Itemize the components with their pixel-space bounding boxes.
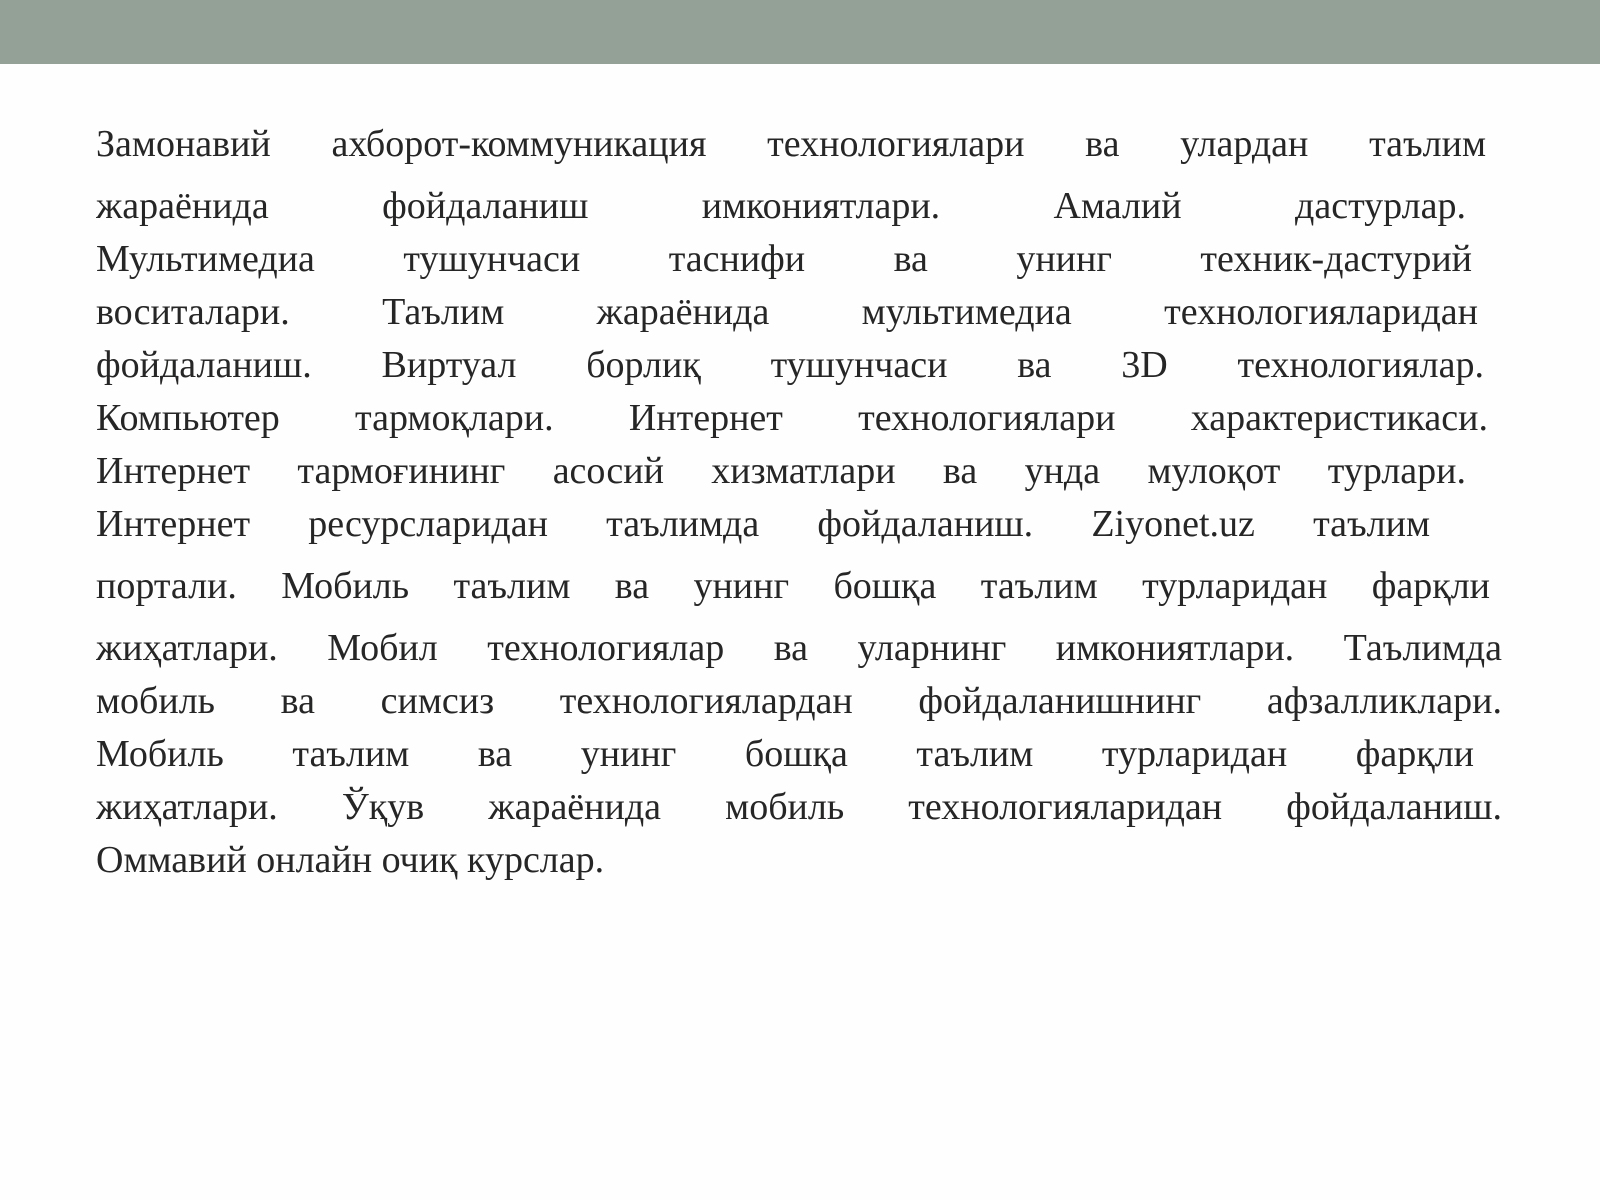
text-line: жараёнида фойдаланиш имкониятлари. Амалий дастурлар. bbox=[96, 185, 1466, 227]
slide-header-band bbox=[0, 0, 1600, 64]
text-line: жиҳатлари. Мобил технологиялар ва уларнинг имкониятлари. Таълимда bbox=[96, 627, 1502, 669]
text-line: фойдаланиш. Виртуал борлиқ тушунчаси ва 3D технологиялар. bbox=[96, 344, 1484, 386]
text-line: Мобиль таълим ва унинг бошқа таълим турларидан фарқли bbox=[96, 733, 1474, 775]
text-line: Мультимедиа тушунчаси таснифи ва унинг техник-дастурий bbox=[96, 238, 1472, 280]
text-line: воситалари. Таълим жараёнида мультимедиа технологияларидан bbox=[96, 291, 1478, 333]
text-line: Интернет тармоғининг асосий хизматлари ва унда мулоқот турлари. bbox=[96, 450, 1466, 492]
text-line: портали. Мобиль таълим ва унинг бошқа таълим турларидан фарқли bbox=[96, 565, 1490, 607]
text-line: жиҳатлари. Ўқув жараёнида мобиль технологияларидан фойдаланиш. bbox=[96, 786, 1502, 828]
text-line: Оммавий онлайн очиқ курслар. bbox=[96, 839, 605, 881]
text-line: Компьютер тармоқлари. Интернет технологиялари характеристикаси. bbox=[96, 397, 1488, 439]
text-line: Интернет ресурсларидан таълимда фойдаланиш. Ziyonet.uz таълим bbox=[96, 503, 1430, 545]
text-line: мобиль ва симсиз технологиялардан фойдаланишнинг афзалликлари. bbox=[96, 680, 1502, 722]
text-line: Замонавий ахборот-коммуникация технологиялари ва улардан таълим bbox=[96, 123, 1486, 165]
